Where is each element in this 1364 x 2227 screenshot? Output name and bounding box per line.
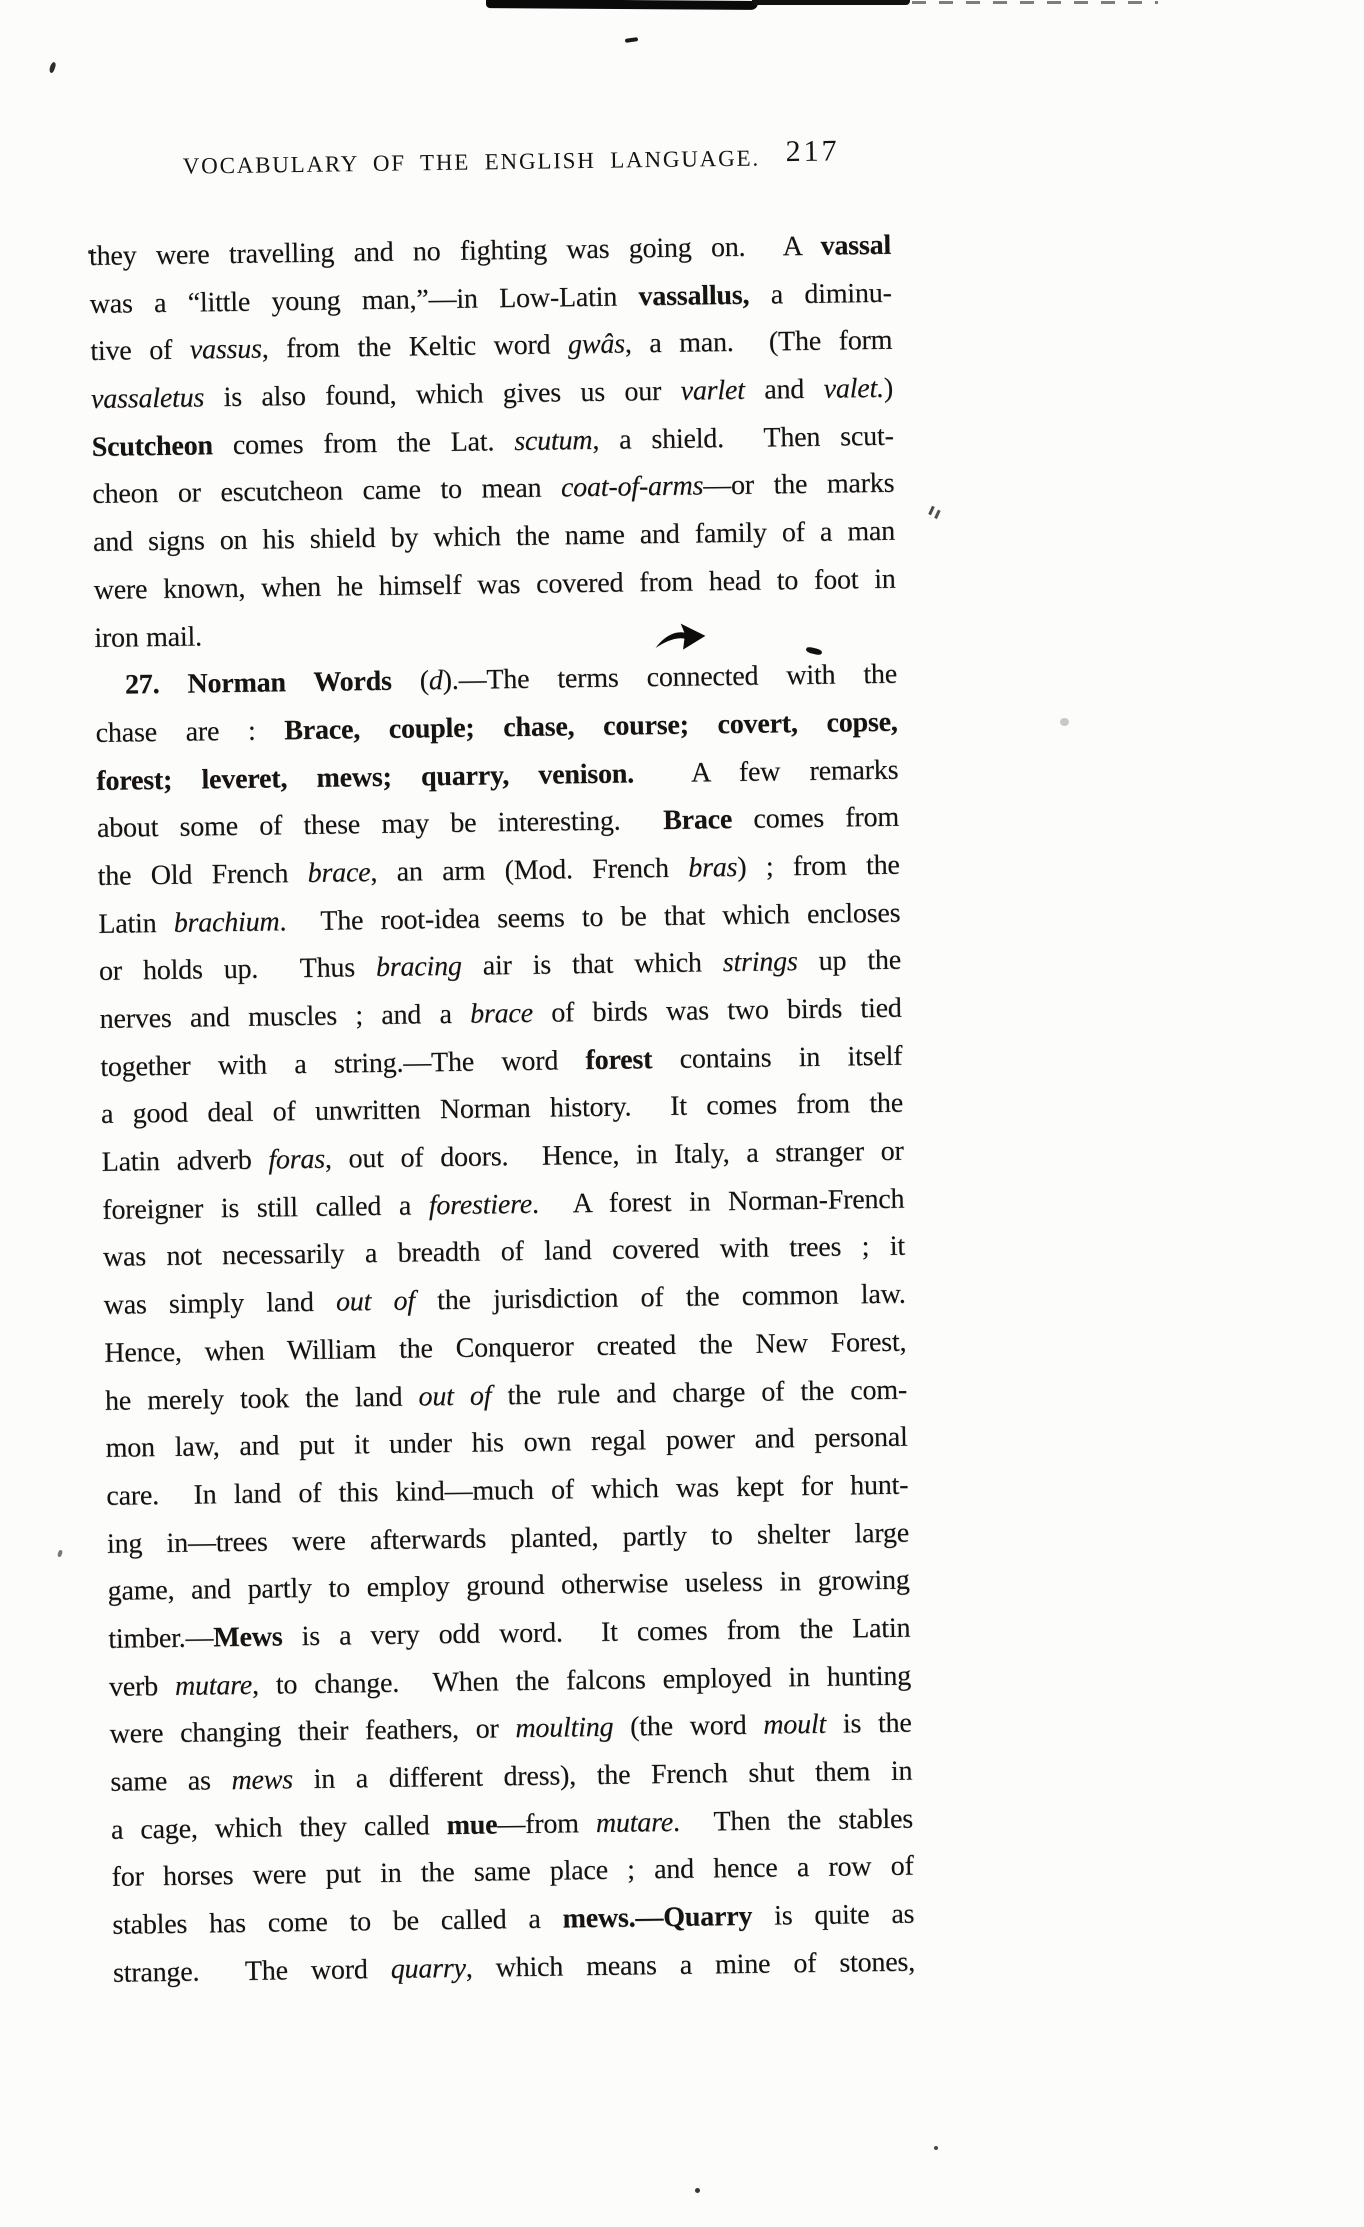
text-run: comes from the Lat. [212,425,515,461]
text-run: , a man. (The form [624,325,893,360]
text-run: , which means a mine of stones, [465,1946,916,1984]
text-run: . The root-idea seems to be that which encloses [279,897,901,937]
text-run: vassal [820,229,892,262]
text-run: is the [825,1707,912,1741]
text-run: forest; leveret, mews; quarry, venison. [96,757,635,797]
text-run: strings [722,946,798,979]
text-run: stables has come to be called a [112,1903,563,1941]
text-run: game, and partly to employ ground otherwise useless in growing [107,1564,910,1608]
text-run: is quite as [752,1898,915,1932]
text-run: is a very odd word. It comes from the Latin [282,1612,911,1653]
text-run: Brace, couple; chase, course; covert, copse, [284,706,898,747]
text-run: were known, when he himself was covered from head to foot in [93,563,896,606]
text-run: together with a string.—The word [100,1044,586,1083]
text-run: air is that which [461,947,723,983]
text-run: they were travelling and no fighting was going on. A [88,230,821,272]
text-run: cheon or escutcheon came to mean [92,472,562,511]
text-run: foras [268,1143,326,1176]
text-run: brace [307,856,371,889]
text-run: , an arm (Mod. French [370,852,689,888]
text-run: for horses were put in the same place ; and hence a row of [111,1850,914,1894]
text-run: A few remarks [633,754,899,789]
text-run: the jurisdiction of the common law. [414,1278,906,1317]
text-run: scutum [513,424,593,457]
text-run: vassaletus [90,382,205,415]
body-text [89,222,916,1997]
text-run: vassus [189,333,262,366]
text-run: same as [110,1765,232,1798]
text-run: . Then the stables [672,1803,914,1838]
text-run: brachium [173,905,280,939]
text-run: timber.— [108,1622,214,1655]
text-run: , from the Keltic word [261,329,569,365]
text-run: out of [335,1285,416,1318]
text-run: , out of doors. Hence, in Italy, a stranger or [324,1135,904,1175]
page-number: 217 [785,134,840,169]
text-run: strange. The word [112,1953,391,1989]
text-run: —or the marks [702,468,895,502]
text-run: was not necessarily a breadth of land covered with trees ; it [102,1231,906,1274]
text-line [113,1938,916,1997]
text-run: contains in itself [652,1040,903,1075]
running-header-title: VOCABULARY OF THE ENGLISH LANGUAGE. [182,145,761,179]
text-run: d [428,665,443,697]
arrow-annotation-icon [654,620,706,655]
text-run: he merely took the land [104,1380,419,1417]
text-run: verb [108,1670,176,1703]
text-run: about some of these may be interesting. [96,805,664,845]
text-run: ) [883,372,894,404]
text-run: moulting [515,1712,614,1745]
text-run: in a different dress), the French shut them in [292,1755,913,1796]
text-run: bras [688,851,738,884]
text-run: 27. Norman Words [124,665,420,701]
text-run: mutare [595,1806,674,1839]
text-run: mutare [174,1669,253,1702]
text-run: mews.—Quarry [562,1900,753,1935]
text-run: chase are : [95,715,285,749]
text-run: forest [585,1043,653,1076]
text-run: quarry [390,1952,466,1985]
text-run: varlet [680,374,745,407]
text-run: Latin [98,907,174,940]
text-run: valet. [823,372,885,405]
text-run: the rule and charge of the com- [491,1374,908,1411]
text-run: —from [497,1807,597,1841]
text-run: vassallus, [638,279,750,312]
text-run: moult [763,1709,827,1741]
text-run: was simply land [103,1286,337,1321]
text-run: mews [231,1764,294,1797]
text-run: was a “little young man,”—in Low-Latin [89,280,639,320]
text-run: nerves and muscles ; and a [99,998,471,1035]
text-run: a cage, which they called [110,1809,447,1846]
text-run: care. In land of this kind—much of which was kept for hunt- [106,1469,909,1512]
text-run: iron mail. [94,620,203,654]
text-run: forestiere [428,1188,533,1222]
text-run: ( [419,665,430,697]
text-run: gwâs [567,328,626,361]
text-run: foreigner is still called a [102,1190,429,1226]
text-run: mon law, and put it under his own regal power and personal [105,1421,908,1464]
text-run: ) ; from the [737,849,900,883]
text-run: up the [797,944,902,978]
text-run: . A forest in Norman-French [531,1183,905,1220]
text-run: out of [418,1379,492,1412]
text-run: Mews [213,1621,283,1654]
text-run: of birds was two birds tied [532,992,902,1029]
text-run: or holds up. Thus [98,952,377,988]
text-run: brace [469,997,534,1030]
text-run: and signs on his shield by which the name and family of a man [92,515,896,559]
text-run: a good deal of unwritten Norman history. It comes from the [100,1088,904,1131]
text-run: a diminu- [749,277,892,311]
text-run: , a shield. Then scut- [592,420,894,456]
text-block [87,134,915,1997]
text-run: ).—The terms connected with the [442,658,898,697]
text-run: mue [446,1809,498,1841]
text-run: Brace [662,804,733,837]
text-run: (the word [613,1709,764,1744]
text-run: and [744,373,824,406]
text-run: is also found, which gives us our [203,375,681,414]
text-run: tive of [90,334,191,368]
text-run: bracing [375,951,462,984]
text-run: ing in—trees were afterwards planted, partly to shelter large [106,1517,910,1560]
running-header [87,134,890,233]
text-run: were changing their feathers, or [109,1713,516,1751]
text-run: coat-of-arms [560,470,704,504]
text-run: the Old French [97,857,308,892]
text-run: Latin adverb [101,1144,269,1178]
text-run: Hence, when William the Conqueror created the New Forest, [104,1326,907,1369]
text-run: , to change. When the falcons employed in hunting [251,1660,912,1701]
text-run: Scutcheon [91,429,214,463]
text-run: comes from [731,801,900,836]
